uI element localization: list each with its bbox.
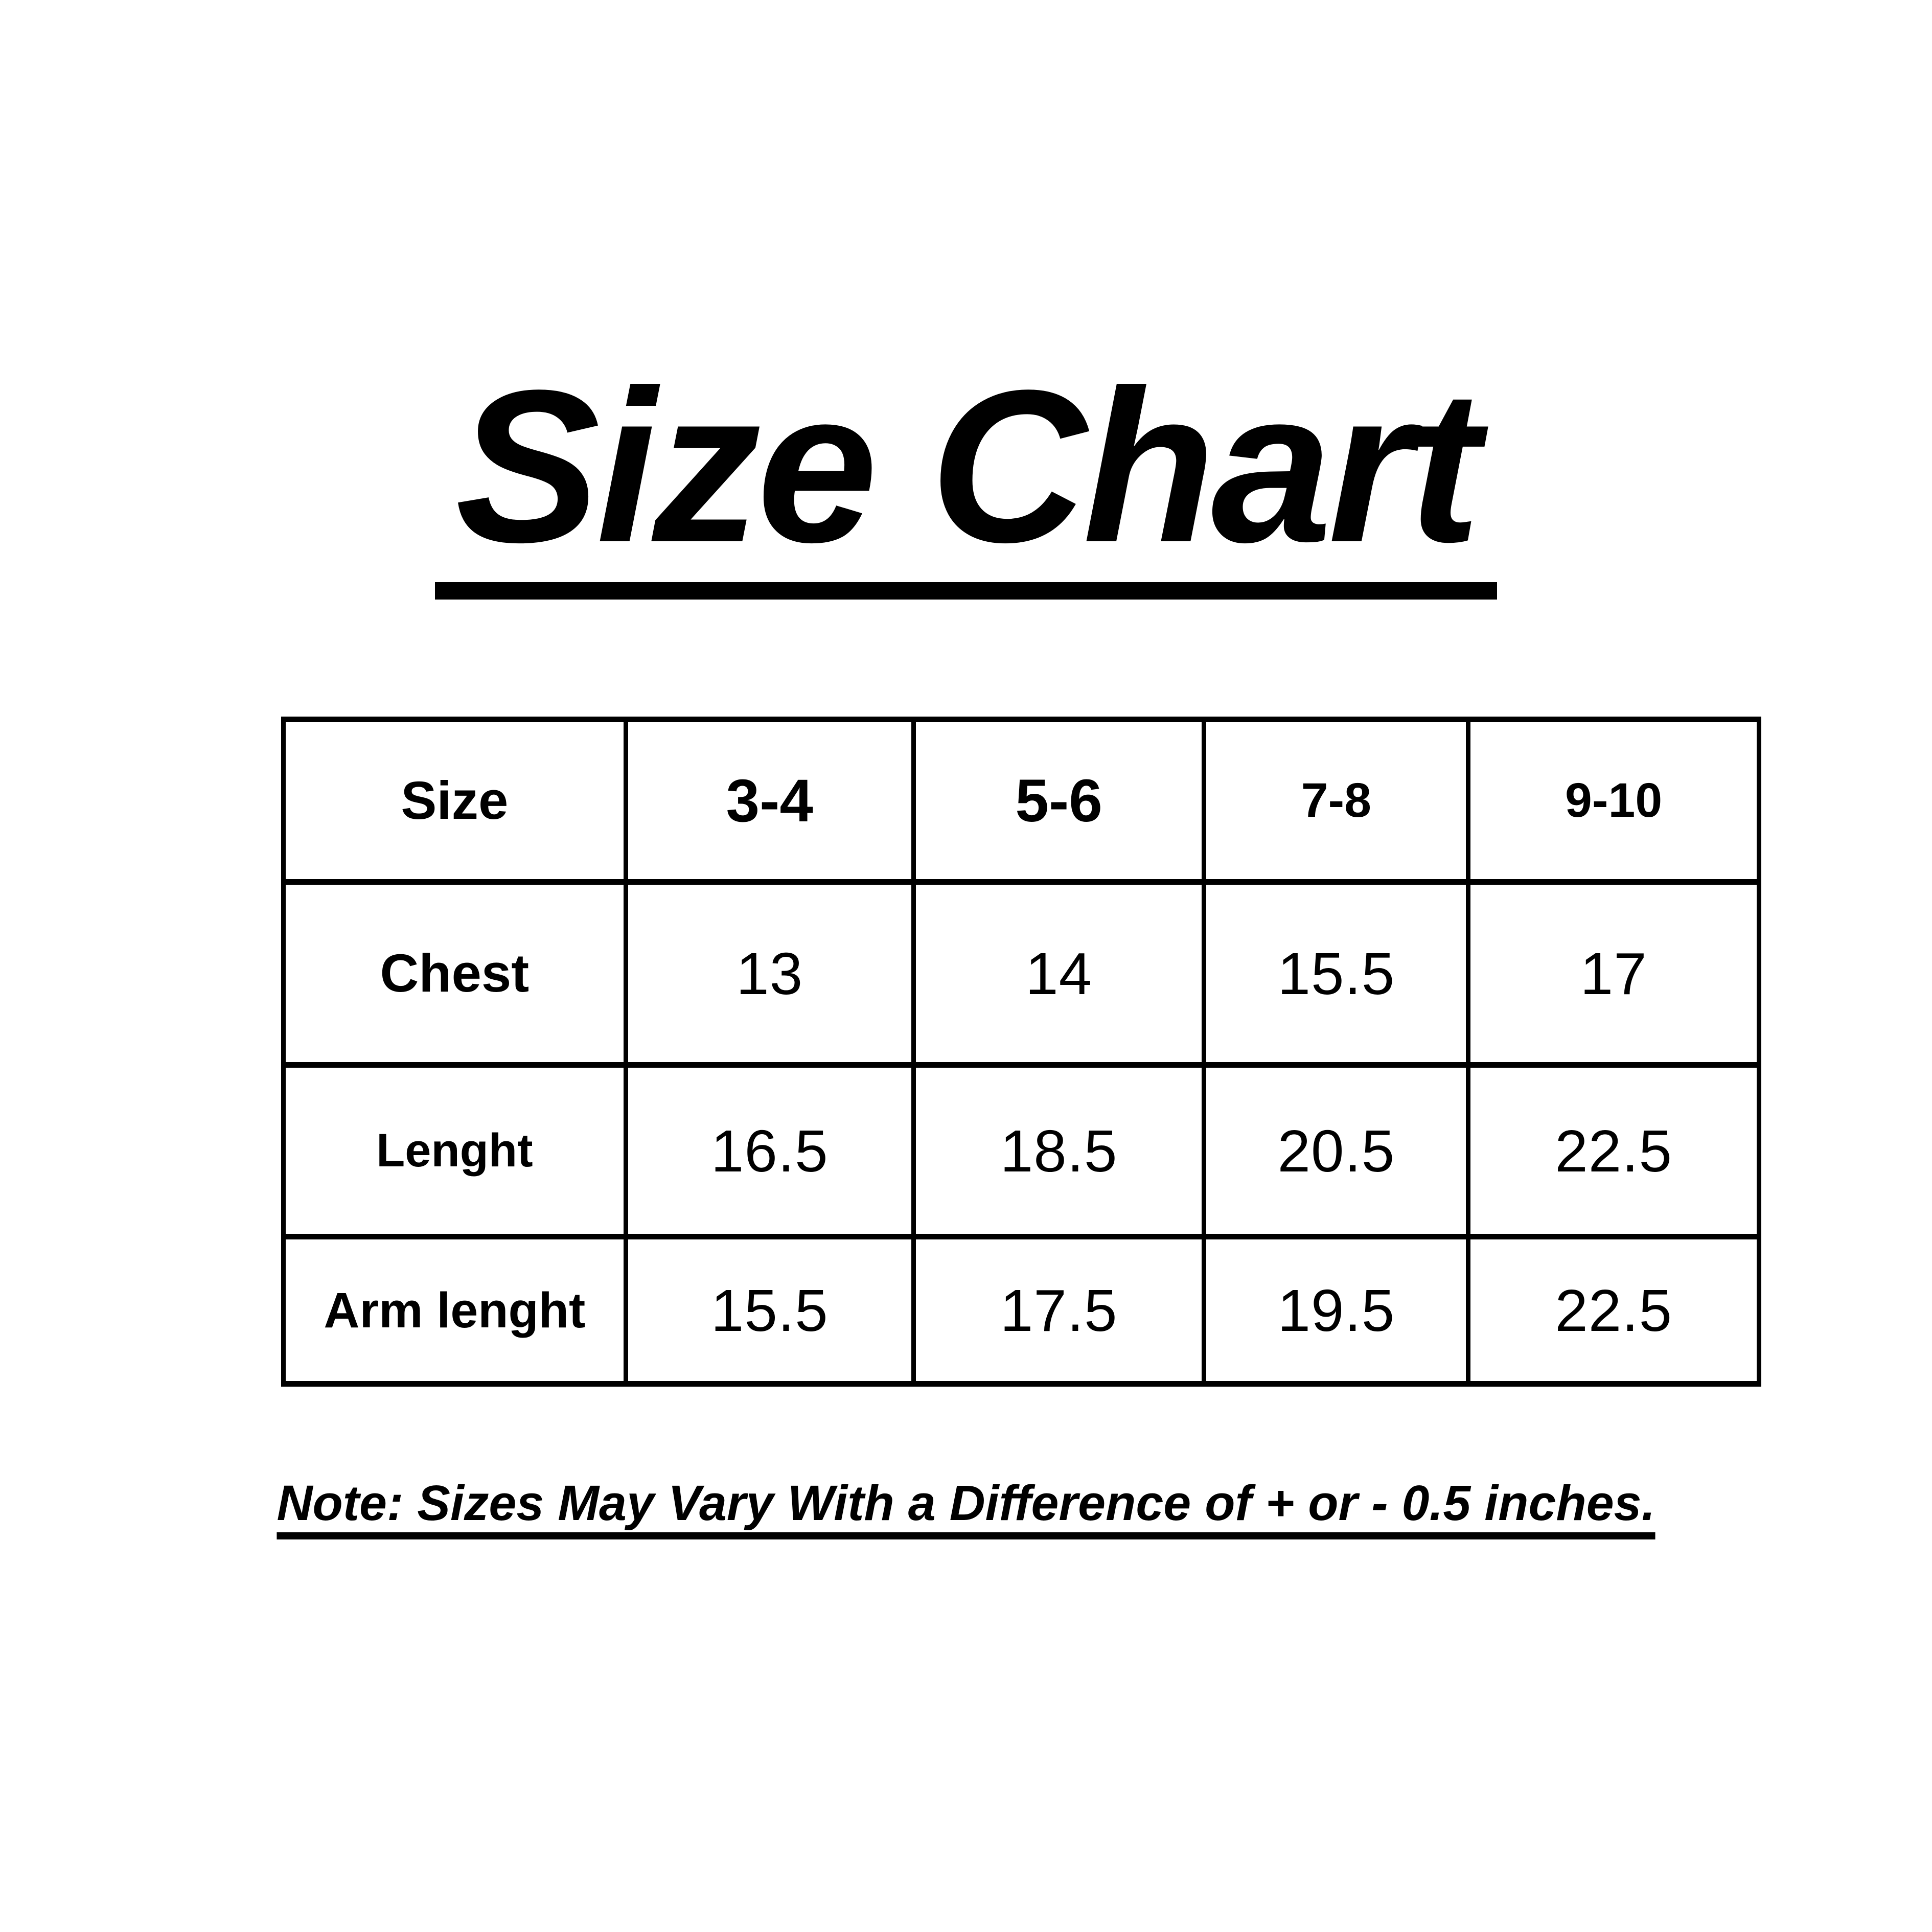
header-cell-size: Size	[284, 720, 626, 882]
lenght-value-7-8: 20.5	[1204, 1065, 1468, 1237]
chest-value-9-10: 17	[1468, 882, 1759, 1065]
lenght-value-9-10: 22.5	[1468, 1065, 1759, 1237]
row-label-chest: Chest	[284, 882, 626, 1065]
chest-value-5-6: 14	[913, 882, 1204, 1065]
header-cell-7-8: 7-8	[1204, 720, 1468, 882]
header-cell-3-4: 3-4	[626, 720, 913, 882]
table-row-arm-lenght	[284, 1237, 1759, 1384]
note-container	[0, 1475, 1932, 1532]
lenght-value-3-4: 16.5	[626, 1065, 913, 1237]
table-row-chest	[284, 882, 1759, 1065]
chest-value-3-4: 13	[626, 882, 913, 1065]
arm-lenght-value-3-4: 15.5	[626, 1237, 913, 1384]
size-chart-table	[281, 717, 1761, 1387]
lenght-value-5-6: 18.5	[913, 1065, 1204, 1237]
title-container	[0, 345, 1932, 600]
row-label-lenght: Lenght	[284, 1065, 626, 1237]
table-row-lenght	[284, 1065, 1759, 1237]
row-label-arm-lenght: Arm lenght	[284, 1237, 626, 1384]
header-cell-9-10: 9-10	[1468, 720, 1759, 882]
arm-lenght-value-7-8: 19.5	[1204, 1237, 1468, 1384]
header-cell-5-6: 5-6	[913, 720, 1204, 882]
chest-value-7-8: 15.5	[1204, 882, 1468, 1065]
page-title: Size Chart	[435, 358, 1497, 600]
arm-lenght-value-5-6: 17.5	[913, 1237, 1204, 1384]
arm-lenght-value-9-10: 22.5	[1468, 1237, 1759, 1384]
size-variance-note: Note: Sizes May Vary With a Difference of + or - 0.5 inches.	[277, 1475, 1655, 1531]
table-header-row	[284, 720, 1759, 882]
